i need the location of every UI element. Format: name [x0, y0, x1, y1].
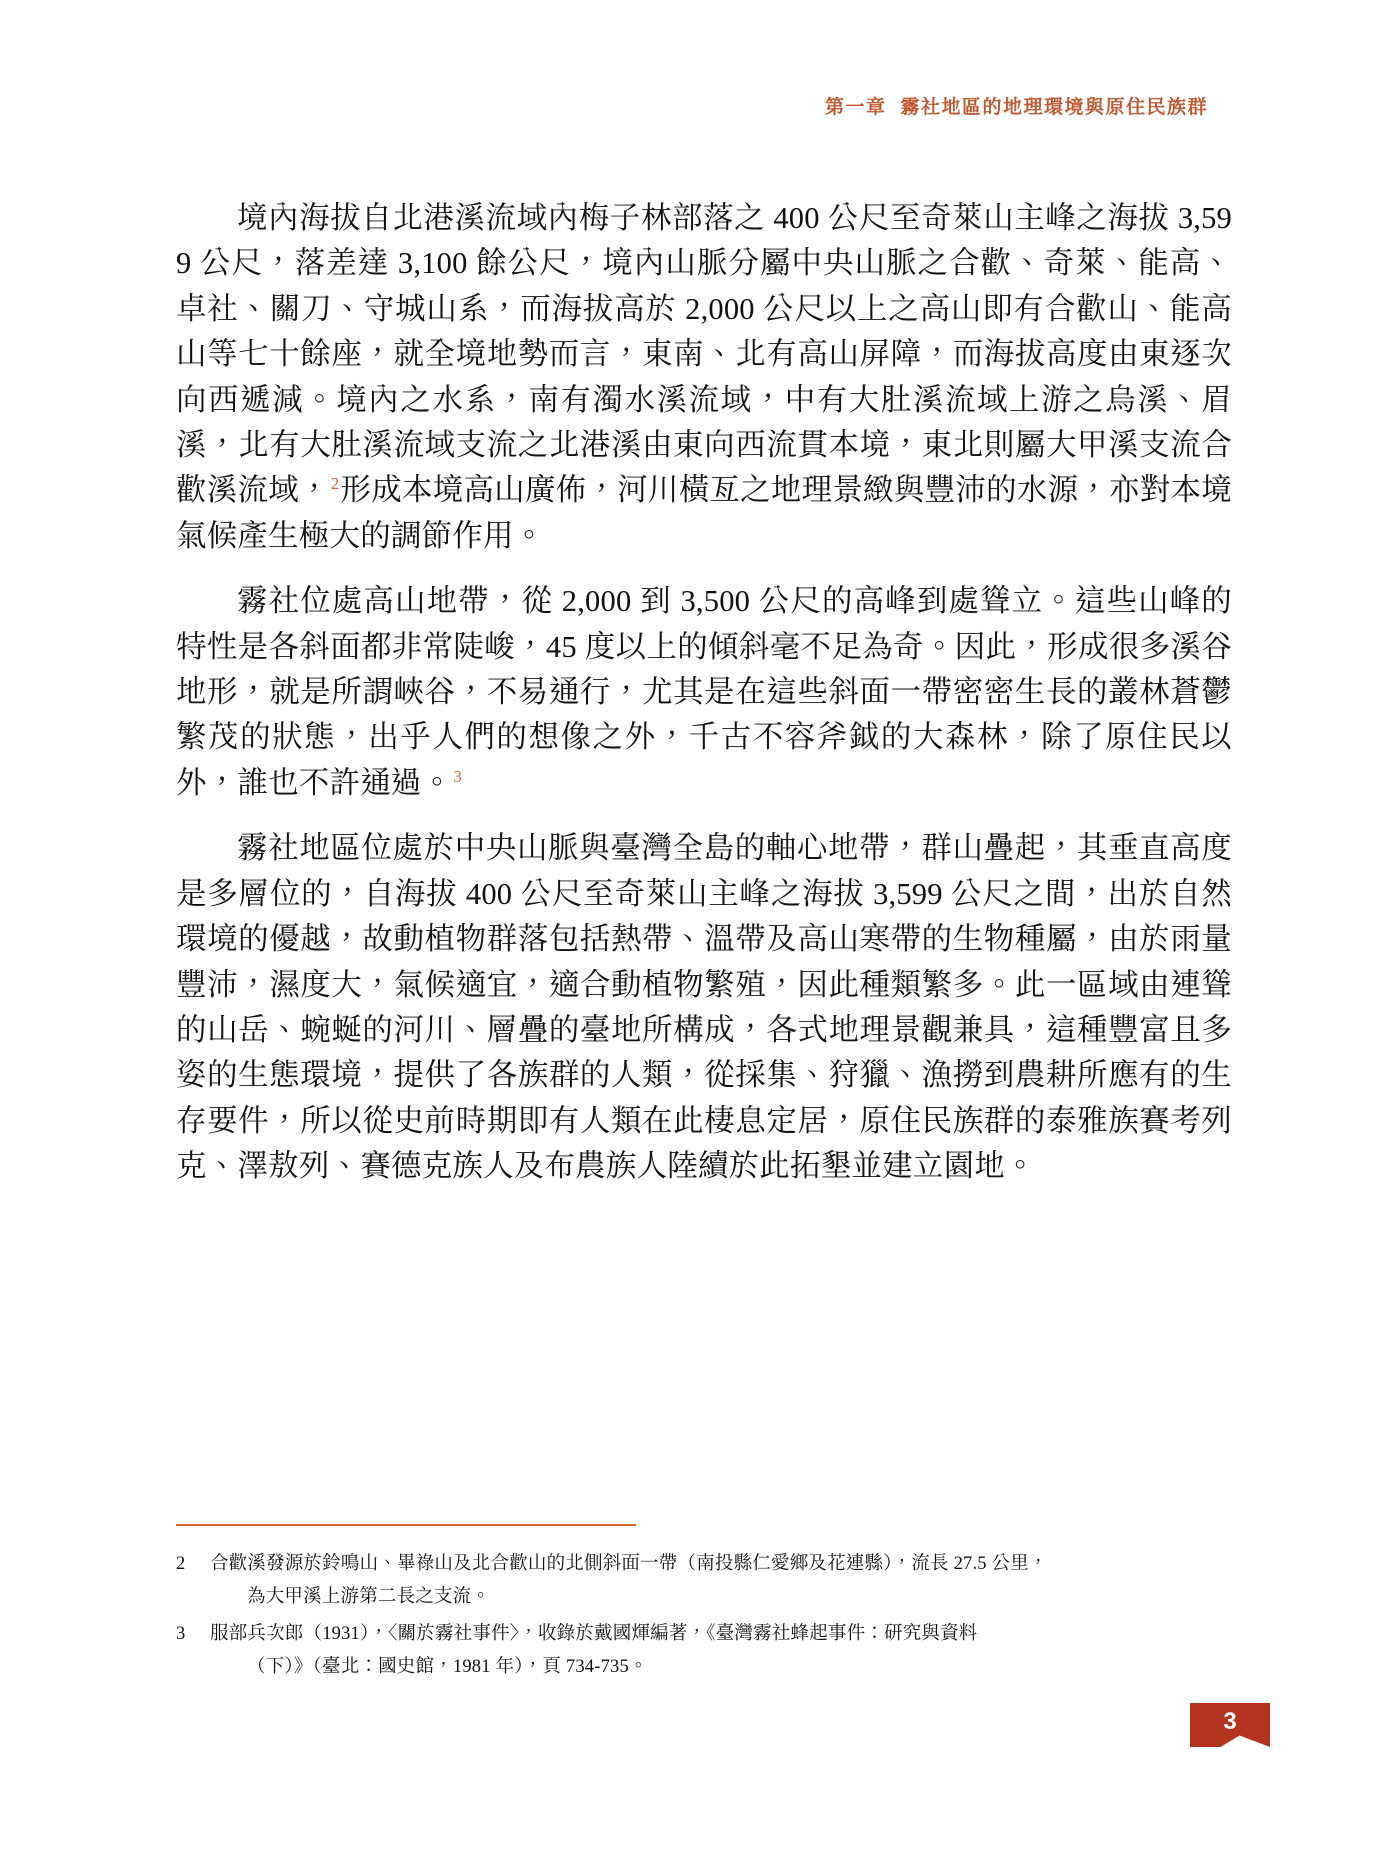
footnote-ref-2[interactable]: 2	[330, 474, 340, 494]
chapter-label: 第一章	[824, 97, 887, 118]
paragraph-3: 霧社地區位處於中央山脈與臺灣全島的軸心地帶，群山疊起，其垂直高度是多層位的，自海拔 400 公尺至奇萊山主峰之海拔 3,599 公尺之間，出於自然環境的優越，故動植物群落包括熱帶、溫帶及高山寒帶的生物種屬，由於雨量豐沛，濕度大，氣候適宜，適合動植物繁殖，因此種類繁多。此一區域由連聳的山岳、蜿蜒的河川、層疊的臺地所構成，各式地理景觀兼具，這種豐富且多姿的生態環境，提供了各族群的人類，從採集、狩獵、漁撈到農耕所應有的生存要件，所以從史前時期即有人類在此棲息定居，原住民族群的泰雅族賽考列克、澤敖列、賽德克族人及布農族人陸續於此拓墾並建立園地。	[176, 831, 1232, 1184]
running-header	[0, 92, 1208, 119]
footnote-separator-rule	[176, 1524, 636, 1526]
footnote-text	[210, 1548, 1236, 1614]
footnote-line: （下）》（臺北：國史館，1981 年），頁 734-735。	[247, 1657, 648, 1677]
paragraph-1-part-b: 形成本境高山廣佈，河川橫亙之地理景緻與豐沛的水源，亦對本境氣候產生極大的調節作用。	[176, 473, 1232, 553]
footnote-line: 合歡溪發源於鈴鳴山、畢祿山及北合歡山的北側斜面一帶（南投縣仁愛鄉及花連縣），流長 27.5 公里，	[210, 1554, 1048, 1574]
footnote-item	[176, 1548, 1236, 1614]
footnote-list	[176, 1548, 1236, 1688]
footnote-text	[210, 1618, 1236, 1684]
footnote-line: 為大甲溪上游第二長之支流。	[247, 1587, 491, 1607]
footnote-ref-3[interactable]: 3	[453, 766, 463, 786]
footnote-item	[176, 1618, 1236, 1684]
paragraph-2-part-a: 霧社位處高山地帶，從 2,000 到 3,500 公尺的高峰到處聳立。這些山峰的特性是各斜面都非常陡峻，45 度以上的傾斜毫不足為奇。因此，形成很多溪谷地形，就是所謂峽谷，不易通行，尤其是在這些斜面一帶密密生長的叢林蒼鬱繁茂的狀態，出乎人們的想像之外，千古不容斧鉞的大森林，除了原住民以外，誰也不許通過。	[176, 584, 1232, 800]
paragraph-1	[176, 196, 1232, 559]
body-text-block	[176, 196, 1232, 1190]
footnote-number: 2	[176, 1554, 186, 1574]
page-number: 3	[1223, 1708, 1237, 1735]
footnote-number: 3	[176, 1624, 186, 1644]
chapter-title: 霧社地區的地理環境與原住民族群	[900, 97, 1208, 118]
paragraph-1-part-a: 境內海拔自北港溪流域內梅子林部落之 400 公尺至奇萊山主峰之海拔 3,599 公尺，落差達 3,100 餘公尺，境內山脈分屬中央山脈之合歡、奇萊、能高、卓社、關刀、守城山系，而海拔高於 2,000 公尺以上之高山即有合歡山、能高山等七十餘座，就全境地勢而言，東南、北有高山屏障，而海拔高度由東逐次向西遞減。境內之水系，南有濁水溪流域，中有大肚溪流域上游之烏溪、眉溪，北有大肚溪流域支流之北港溪由東向西流貫本境，東北則屬大甲溪支流合歡溪流域，	[176, 201, 1232, 508]
footnote-line: 服部兵次郎（1931），〈關於霧社事件〉，收錄於戴國煇編著，《臺灣霧社蜂起事件：研究與資料	[210, 1624, 978, 1644]
page-number-badge	[1190, 1703, 1270, 1747]
paragraph-2	[176, 579, 1232, 806]
